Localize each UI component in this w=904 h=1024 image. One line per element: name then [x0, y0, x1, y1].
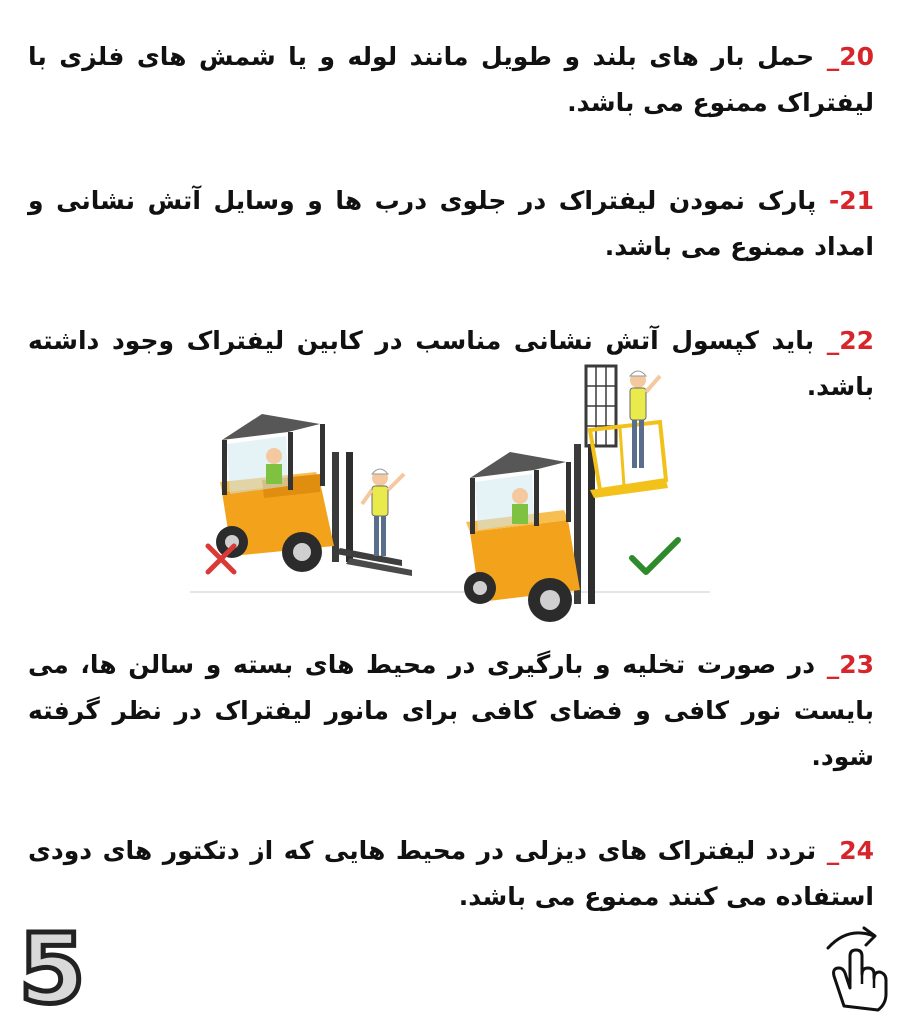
rule-number: 24_ — [826, 836, 874, 865]
forklift-illustration — [170, 360, 730, 640]
swipe-hand-icon[interactable] — [814, 918, 894, 1014]
rule-text: تردد لیفتراک های دیزلی در محیط هایی که از دتکتور های دودی استفاده می کنند ممنوع می باشد. — [28, 836, 874, 911]
page-number-text: 5 — [18, 918, 86, 1014]
rule-text: حمل بار های بلند و طویل مانند لوله و یا شمش های فلزی با لیفتراک ممنوع می باشد. — [28, 42, 874, 117]
worker-on-forks — [362, 469, 404, 556]
rule-text: در صورت تخلیه و بارگیری در محیط های بسته و سالن ها، می بایست نور کافی و فضای کافی برای مانور لیفتراک در نظر گرفته شود. — [28, 650, 874, 771]
page-number — [12, 918, 92, 1014]
rule-number: 21- — [828, 186, 874, 215]
rule-23 — [28, 642, 874, 780]
forklift-correct — [464, 444, 595, 622]
check-mark-icon — [632, 540, 678, 572]
rule-number: 20_ — [826, 42, 874, 71]
rule-text: باید کپسول آتش نشانی مناسب در کابین لیفتراک وجود داشته باشد. — [28, 326, 874, 401]
safety-cage — [586, 366, 668, 498]
worker-in-cage — [630, 371, 660, 468]
rule-number: 23_ — [826, 650, 874, 679]
rule-24 — [28, 828, 874, 920]
rule-text: پارک نمودن لیفتراک در جلوی درب ها و وسایل آتش نشانی و امداد ممنوع می باشد. — [28, 186, 874, 261]
rule-number: 22_ — [826, 326, 874, 355]
rule-21 — [28, 178, 874, 270]
rule-20 — [28, 34, 874, 126]
